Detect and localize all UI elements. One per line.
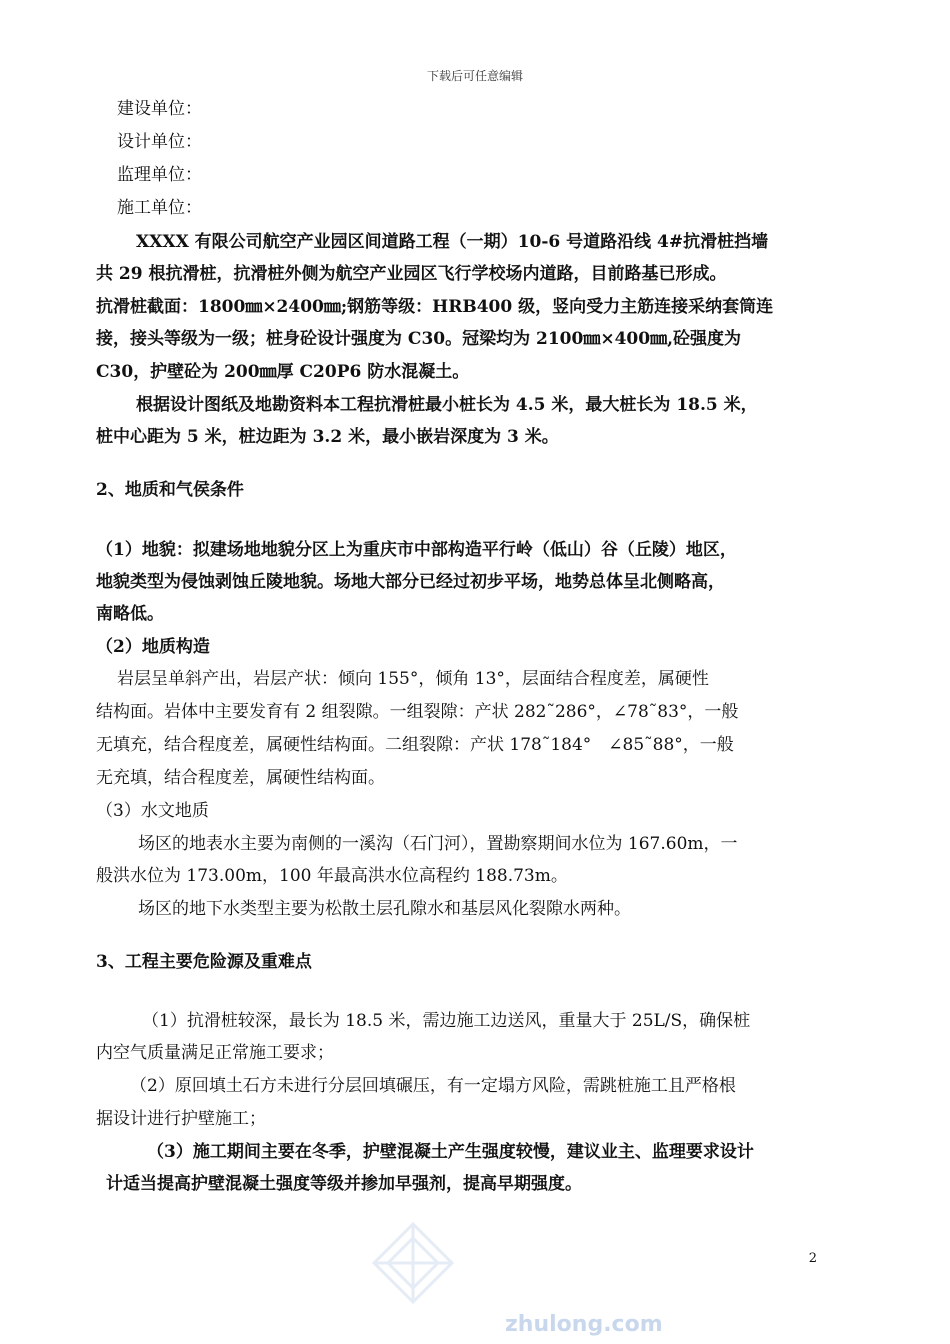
unit-contractor-label: 施工单位：	[117, 198, 202, 218]
risk-item-1-line: （1）抗滑桩较深，最长为 18.5 米，需边施工边送风，重量大于 25L/S，确保桩	[142, 1011, 751, 1031]
risk-item-2-line: （2）原回填土石方未进行分层回填碾压，有一定塌方风险，需跳桩施工且严格根	[130, 1076, 736, 1096]
overview-line: 接，接头等级为一级；桩身砼设计强度为 C30。冠梁均为 2100㎜×400㎜,砼强度为	[96, 329, 741, 349]
unit-construction-label: 建设单位：	[117, 99, 202, 119]
risk-item-3-line: （3）施工期间主要在冬季，护壁混凝土产生强度较慢，建议业主、监理要求设计	[147, 1142, 754, 1162]
overview-line: 根据设计图纸及地勘资料本工程抗滑桩最小桩长为 4.5 米，最大桩长为 18.5 米，	[136, 395, 758, 415]
hydro-line: 场区的地下水类型主要为松散土层孔隙水和基层风化裂隙水两种。	[138, 899, 631, 919]
hydro-line: 场区的地表水主要为南侧的一溪沟（石门河），置勘察期间水位为 167.60m，一	[138, 834, 738, 854]
page-number: 2	[808, 1251, 817, 1266]
overview-line: 抗滑桩截面：1800㎜×2400㎜;钢筋等级：HRB400 级，竖向受力主筋连接采纳套筒连	[96, 297, 774, 317]
landform-line: 南略低。	[96, 604, 164, 624]
geology-subtitle: （2）地质构造	[96, 637, 210, 657]
header-note: 下载后可任意编辑	[426, 69, 523, 83]
unit-design-label: 设计单位：	[117, 132, 202, 152]
risk-item-2-line: 据设计进行护壁施工；	[96, 1109, 266, 1129]
section-2-title: 2、地质和气侯条件	[96, 480, 244, 500]
watermark-logo-icon	[368, 1218, 458, 1308]
hydro-subtitle: （3）水文地质	[96, 801, 209, 821]
geology-line: 结构面。岩体中主要发育有 2 组裂隙。一组裂隙：产状 282˜286°，∠78˜83°，一般	[96, 702, 739, 722]
unit-supervision-label: 监理单位：	[117, 165, 202, 185]
landform-line: （1）地貌：拟建场地地貌分区上为重庆市中部构造平行岭（低山）谷（丘陵）地区，	[96, 540, 737, 560]
overview-line: 桩中心距为 5 米，桩边距为 3.2 米，最小嵌岩深度为 3 米。	[96, 427, 559, 447]
geology-line: 无充填，结合程度差，属硬性结构面。	[96, 768, 385, 788]
overview-line: XXXX 有限公司航空产业园区间道路工程（一期）10-6 号道路沿线 4#抗滑桩挡墙	[136, 232, 769, 252]
hydro-line: 般洪水位为 173.00m，100 年最高洪水位高程约 188.73m。	[96, 866, 568, 886]
risk-item-3-line: 计适当提高护壁混凝土强度等级并掺加早强剂，提高早期强度。	[106, 1174, 582, 1194]
geology-line: 岩层呈单斜产出，岩层产状：倾向 155°，倾角 13°，层面结合程度差，属硬性	[117, 669, 709, 689]
section-3-title: 3、工程主要危险源及重难点	[96, 952, 312, 972]
overview-line: 共 29 根抗滑桩，抗滑桩外侧为航空产业园区飞行学校场内道路，目前路基已形成。	[96, 264, 727, 284]
watermark-text: zhulong.com	[505, 1312, 663, 1337]
risk-item-1-line: 内空气质量满足正常施工要求；	[96, 1043, 334, 1063]
geology-line: 无填充，结合程度差，属硬性结构面。二组裂隙：产状 178˜184° ∠85˜88°，一般	[96, 735, 734, 755]
overview-line: C30，护壁砼为 200㎜厚 C20P6 防水混凝土。	[96, 362, 470, 382]
landform-line: 地貌类型为侵蚀剥蚀丘陵地貌。场地大部分已经过初步平场，地势总体呈北侧略高，	[96, 572, 725, 592]
